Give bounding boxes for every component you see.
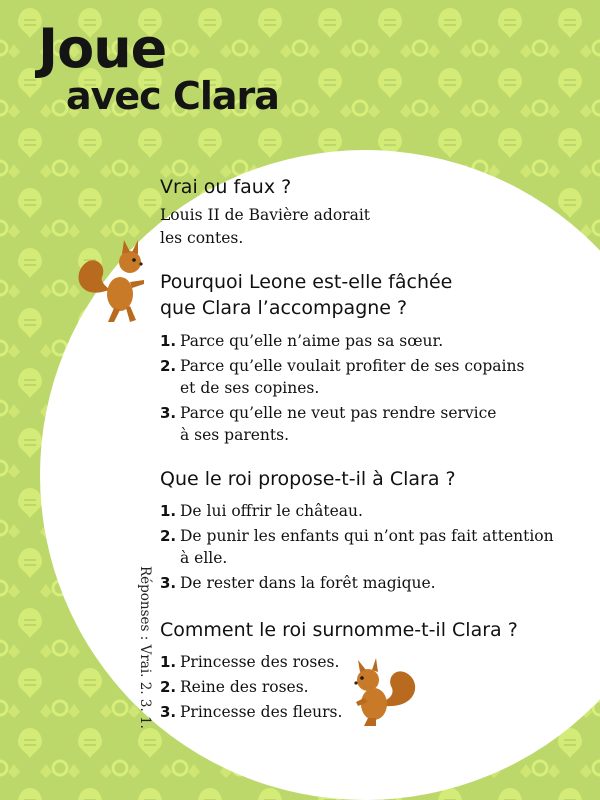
option-text: Princesse des fleurs. (180, 703, 343, 721)
option-text-line-1: Parce qu’elle ne veut pas rendre service (180, 404, 497, 422)
option-text-line-2: et de ses copines. (180, 379, 320, 397)
option-text: Reine des roses. (180, 678, 309, 696)
question-1-text-line-2: les contes. (160, 229, 244, 247)
option-text-line-2: à elle. (180, 549, 228, 567)
squirrel-illustration-bottom (346, 656, 422, 728)
option-number: 3. (160, 404, 177, 422)
question-3-heading: Que le roi propose-t-il à Clara ? (160, 468, 456, 490)
title-line-2: avec Clara (66, 74, 279, 118)
option-text-line-2: à ses parents. (180, 426, 290, 444)
question-2-heading-line-1: Pourquoi Leone est-elle fâchée (160, 271, 453, 293)
option-text: Parce qu’elle n’aime pas sa sœur. (180, 332, 444, 350)
question-2-heading-line-2: que Clara l’accompagne ? (160, 297, 408, 319)
question-2-options (160, 330, 580, 449)
option-text: De lui offrir le château. (180, 502, 363, 520)
question-2-option-2 (160, 355, 580, 399)
question-3-options (160, 500, 580, 597)
option-number: 1. (160, 653, 177, 671)
option-number: 1. (160, 332, 177, 350)
question-2-option-1 (160, 330, 580, 352)
option-number: 3. (160, 574, 177, 592)
option-text-line-1: De punir les enfants qui n’ont pas fait attention (180, 527, 554, 545)
question-3-option-1 (160, 500, 580, 522)
option-text-line-1: Parce qu’elle voulait profiter de ses copains (180, 357, 525, 375)
option-number: 1. (160, 502, 177, 520)
squirrel-illustration-top (72, 232, 160, 327)
question-2-option-3 (160, 402, 580, 446)
option-text: Princesse des roses. (180, 653, 340, 671)
title-line-1: Joue (38, 17, 167, 80)
answers-rotated-text: Réponses : Vrai. 2. 3. 1. (137, 566, 153, 729)
question-3-option-2 (160, 525, 580, 569)
option-number: 2. (160, 357, 177, 375)
option-number: 2. (160, 678, 177, 696)
question-4-heading: Comment le roi surnomme-t-il Clara ? (160, 619, 518, 641)
option-number: 2. (160, 527, 177, 545)
question-1-heading: Vrai ou faux ? (160, 176, 292, 198)
option-number: 3. (160, 703, 177, 721)
question-1-text-line-1: Louis II de Bavière adorait (160, 206, 370, 224)
question-3-option-3 (160, 572, 580, 594)
option-text: De rester dans la forêt magique. (180, 574, 436, 592)
